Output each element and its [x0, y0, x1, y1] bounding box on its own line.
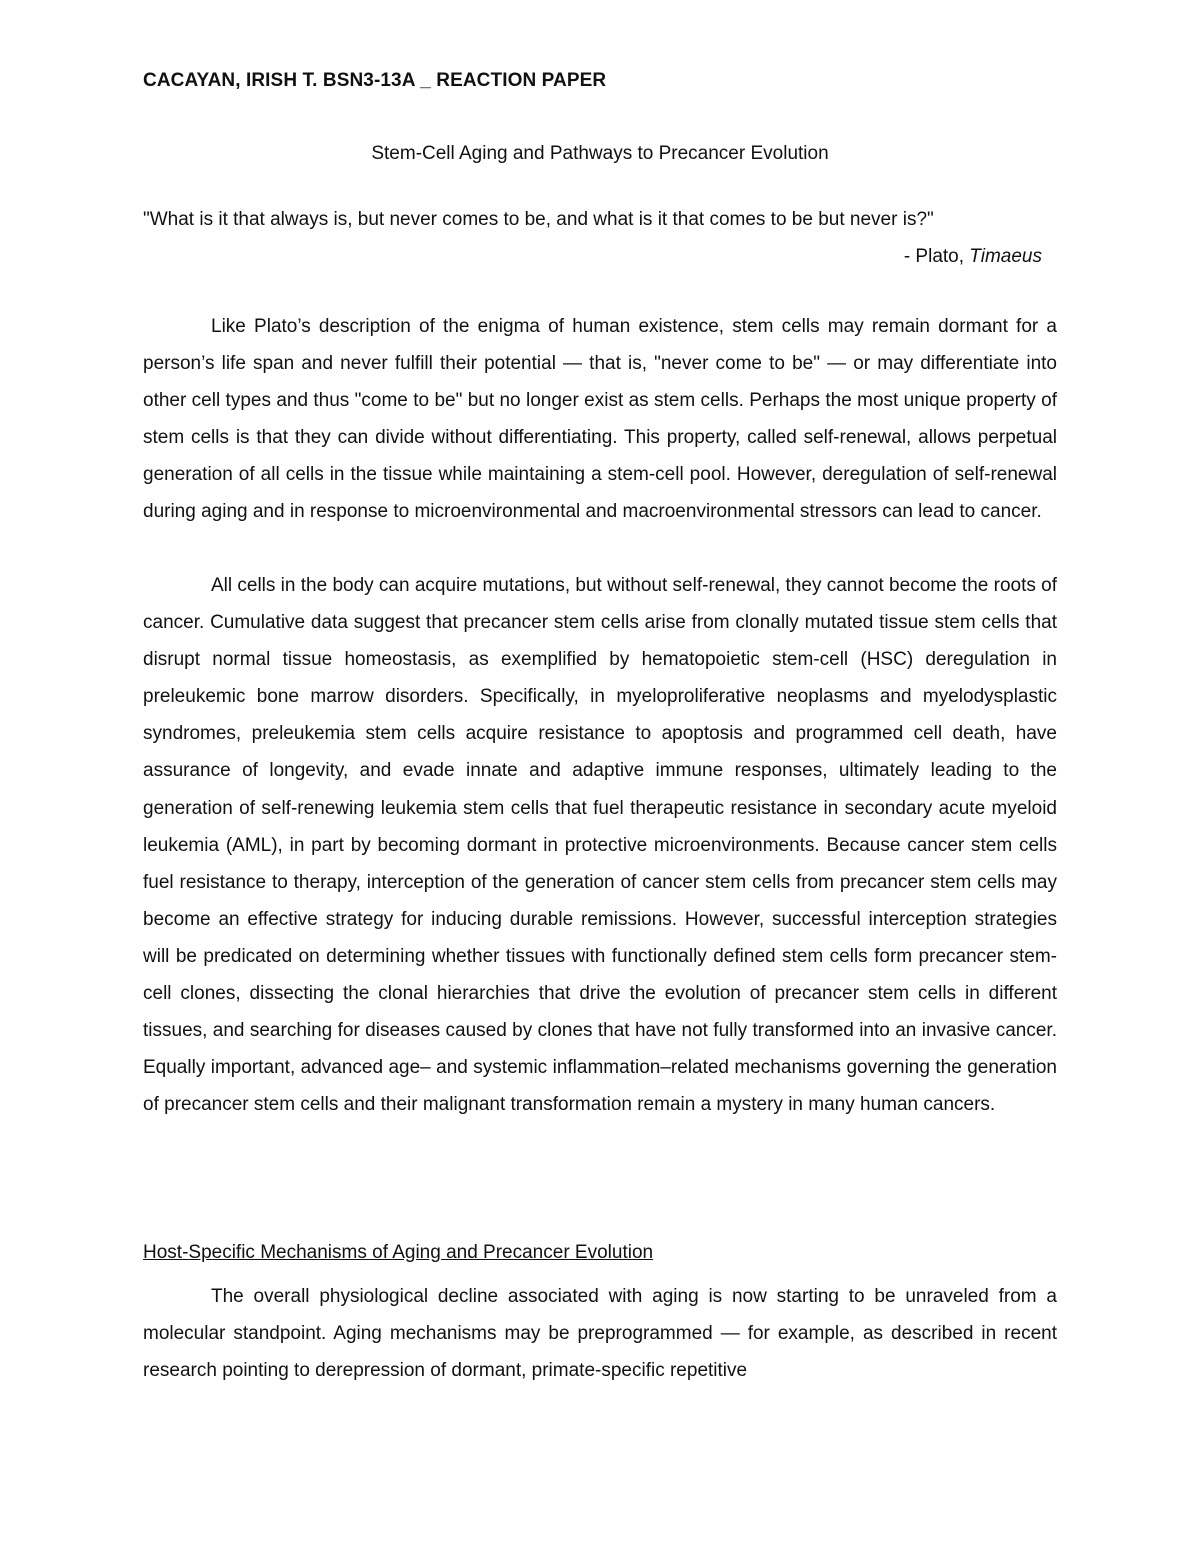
section-heading: Host-Specific Mechanisms of Aging and Precancer Evolution: [143, 1242, 654, 1263]
document-title: Stem-Cell Aging and Pathways to Precancer Evolution: [371, 143, 829, 164]
attribution-work: Timaeus: [969, 246, 1042, 267]
epigraph-quote: "What is it that always is, but never comes to be, and what is it that comes to be but never is?": [143, 209, 934, 230]
author-header: CACAYAN, IRISH T. BSN3-13A _ REACTION PAPER: [143, 70, 607, 91]
attribution-author: - Plato,: [903, 246, 970, 267]
paragraph-precancer: All cells in the body can acquire mutations, but without self-renewal, they cannot become the roots of cancer. Cumulative data suggest that precancer stem cells arise from clonally mutated tissue stem cells that disrupt normal tissue homeostasis, as exemplified by hematopoietic stem-cell (HSC) deregulation in preleukemic bone marrow disorders. Specifically, in myeloproliferative neoplasms and myelodysplastic syndromes, preleukemia stem cells acquire resistance to apoptosis and programmed cell death, have assurance of longevity, and evade innate and adaptive immune responses, ultimately leading to the generation of self-renewing leukemia stem cells that fuel therapeutic resistance in secondary acute myeloid leukemia (AML), in part by becoming dormant in protective microenvironments. Because cancer stem cells fuel resistance to therapy, interception of the generation of cancer stem cells from precancer stem cells may become an effective strategy for inducing durable remissions. However, successful interception strategies will be predicated on determining whether tissues with functionally defined stem cells form precancer stem-cell clones, dissecting the clonal hierarchies that drive the evolution of precancer stem cells in different tissues, and searching for diseases caused by clones that have not fully transformed into an invasive cancer. Equally important, advanced age– and systemic inflammation–related mechanisms governing the generation of precancer stem cells and their malignant transformation remain a mystery in many human cancers.: [143, 575, 1057, 1116]
epigraph-attribution: [904, 246, 1042, 268]
paragraph-intro: Like Plato’s description of the enigma of human existence, stem cells may remain dormant for a person’s life span and never fulfill their potential — that is, "never come to be" — or may differentiate into other cell types and thus "come to be" but no longer exist as stem cells. Perhaps the most unique property of stem cells is that they can divide without differentiating. This property, called self-renewal, allows perpetual generation of all cells in the tissue while maintaining a stem-cell pool. However, deregulation of self-renewal during aging and in response to microenvironmental and macroenvironmental stressors can lead to cancer.: [143, 316, 1057, 523]
paragraph-aging-mechanisms: The overall physiological decline associated with aging is now starting to be unraveled from a molecular standpoint. Aging mechanisms may be preprogrammed — for example, as described in recent research pointing to derepression of dormant, primate-specific repetitive: [143, 1286, 1057, 1382]
